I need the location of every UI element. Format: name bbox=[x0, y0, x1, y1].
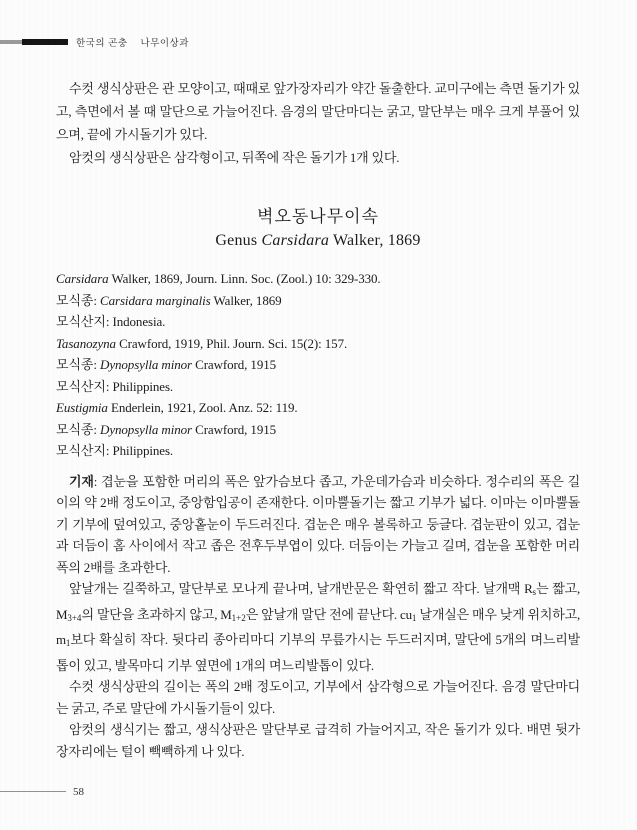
intro-paragraphs bbox=[56, 77, 580, 169]
synonymy-line: 모식산지: Philippines. bbox=[56, 378, 174, 394]
footer-rule bbox=[0, 791, 66, 792]
synonymy-line: Eustigmia Enderlein, 1921, Zool. Anz. 52: 119. bbox=[56, 400, 298, 415]
synonymy-line: Carsidara Walker, 1869, Journ. Linn. Soc. (Zool.) 10: 329-330. bbox=[56, 271, 381, 286]
intro-paragraph: 암컷의 생식상판은 삼각형이고, 뒤쪽에 작은 돌기가 1개 있다. bbox=[69, 150, 400, 165]
synonymy-line: Tasanozyna Crawford, 1919, Phil. Journ. Sci. 15(2): 157. bbox=[56, 335, 348, 351]
page-footer bbox=[0, 785, 84, 798]
synonymy-line: 모식종: Dynopsylla minor Crawford, 1915 bbox=[56, 421, 277, 437]
running-header-book-title: 한국의 곤충 bbox=[76, 38, 128, 49]
running-header-section-title: 나무이상과 bbox=[140, 38, 189, 49]
synonymy-line: 모식산지: Philippines. bbox=[56, 443, 174, 458]
description-paragraph: 앞날개는 길쭉하고, 말단부로 모나게 끝나며, 날개반문은 확연히 짧고 작다. 날개맥 Rs는 짧고, M3+4의 말단을 초과하지 않고, M1+2은 앞날개 말단 전에 끝난다. cu1 날개실은 매우 낮게 위치하고, m1보다 확실히 작다. 뒷다리 종아리마디 기부의 무릎가시는 두드러지며, 말단에 5개의 며느리발톱이 있고, 발목마디 기부 옆면에 1개의 며느리발톱이 있다. bbox=[56, 581, 581, 673]
running-header bbox=[0, 36, 189, 48]
page-number: 58 bbox=[73, 785, 84, 798]
header-black-bar bbox=[22, 39, 68, 45]
synonymy-list bbox=[56, 268, 580, 462]
synonymy-line: 모식산지: Indonesia. bbox=[56, 314, 166, 329]
description-paragraph: 암컷의 생식기는 짧고, 생식상판은 말단부로 급격히 가늘어지고, 작은 돌기가 있다. 배면 뒷가장자리에는 털이 빽빽하게 나 있다. bbox=[56, 722, 580, 759]
page-content bbox=[56, 77, 580, 762]
intro-paragraph: 수컷 생식상판은 관 모양이고, 때때로 앞가장자리가 약간 돌출한다. 교미구에는 측면 돌기가 있고, 측면에서 볼 때 말단으로 가늘어진다. 음경의 말단마디는 굵고, 말단부는 매우 크게 부풀어 있으며, 끝에 가시돌기가 있다. bbox=[56, 81, 580, 142]
description-paragraphs bbox=[56, 471, 580, 763]
synonymy-line: 모식종: Carsidara marginalis Walker, 1869 bbox=[56, 292, 282, 308]
genus-korean-name: 벽오동나무이속 bbox=[257, 207, 379, 226]
synonymy-line: 모식종: Dynopsylla minor Crawford, 1915 bbox=[56, 357, 277, 372]
genus-latin-name: Genus Carsidara Walker, 1869 bbox=[215, 232, 421, 249]
description-paragraph: 수컷 생식상판의 길이는 폭의 2배 정도이고, 기부에서 삼각형으로 가늘어진다. 음경 말단마디는 굵고, 주로 말단에 가시돌기들이 있다. bbox=[56, 679, 580, 716]
header-gray-bar bbox=[0, 40, 22, 44]
description-paragraph: 기재: 겹눈을 포함한 머리의 폭은 앞가슴보다 좁고, 가운데가슴과 비슷하다. 정수리의 폭은 길이의 약 2배 정도이고, 중앙함입공이 존재한다. 이마뿔돌기는 짧고 기부가 넓다. 이마는 이마뿔돌기 기부에 덮여있고, 중앙홑눈이 두드러진다. 겹눈은 매우 볼록하고 둥글다. 겹눈판이 있고, 겹눈과 더듬이 홈 사이에서 작고 좁은 전후두부엽이 있다. 더듬이는 가늘고 길며, 겹눈을 포함한 머리 폭의 2배를 초과한다. bbox=[56, 473, 580, 575]
